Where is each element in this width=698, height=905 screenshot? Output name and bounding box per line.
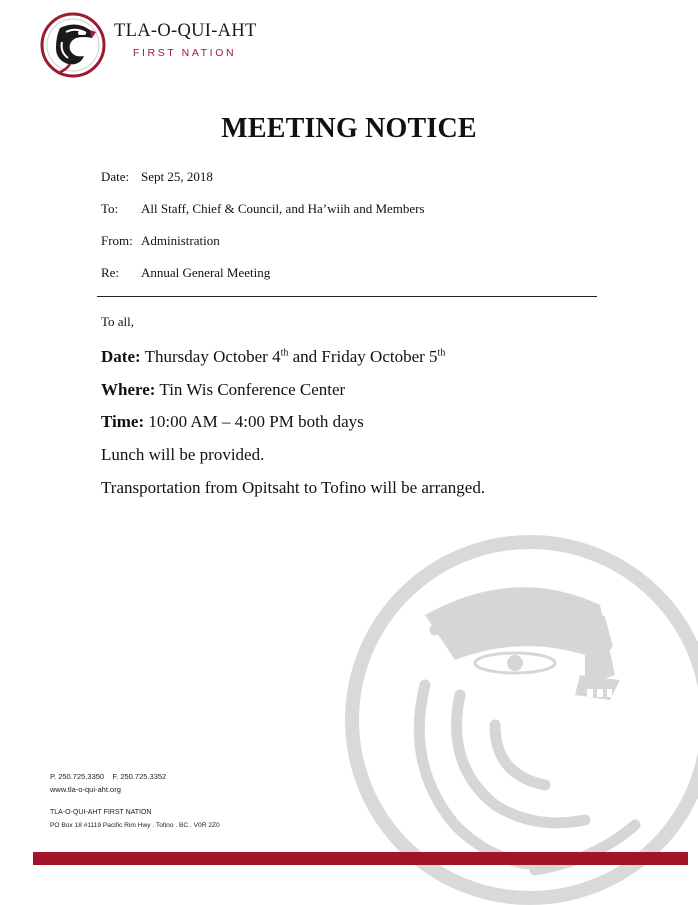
detail-where — [101, 380, 345, 400]
memo-re-row — [101, 265, 270, 281]
detail-lunch: Lunch will be provided. — [101, 445, 265, 464]
serpent-watermark-icon — [345, 535, 698, 905]
footer-phone-fax: P. 250.725.3350 F. 250.725.3352 — [50, 772, 167, 781]
memo-from-row — [101, 233, 220, 249]
footer-bar — [33, 852, 688, 865]
memo-from-label: From: — [101, 233, 133, 248]
memo-date-label: Date: — [101, 169, 130, 184]
detail-date-sup2: th — [437, 347, 446, 359]
memo-re-label: Re: — [101, 265, 120, 280]
detail-time-value: 10:00 AM – 4:00 PM both days — [148, 412, 364, 431]
org-logo — [40, 12, 280, 76]
detail-date-sup1: th — [280, 347, 289, 359]
org-name: TLA-O-QUI-AHT — [114, 21, 257, 41]
greeting: To all, — [101, 314, 135, 329]
detail-time-label: Time: — [101, 412, 145, 431]
memo-date-value: Sept 25, 2018 — [141, 169, 213, 184]
footer-address: PO Box 18 #1119 Pacific Rim Hwy . Tofino . BC . V0R 2Z0 — [50, 822, 220, 829]
footer-website[interactable]: www.tla-o-qui-aht.org — [50, 785, 121, 794]
detail-date-part2: and Friday October 5 — [288, 347, 438, 366]
detail-transport: Transportation from Opitsaht to Tofino will be arranged. — [101, 478, 486, 497]
detail-time — [101, 412, 364, 432]
detail-date-part1: Thursday October 4 — [144, 347, 281, 366]
memo-re-value: Annual General Meeting — [141, 265, 271, 280]
memo-to-label: To: — [101, 201, 119, 216]
footer-org-name: TLA-O-QUI-AHT FIRST NATION — [50, 809, 152, 816]
detail-where-label: Where: — [101, 380, 156, 399]
serpent-logo-icon — [40, 12, 106, 78]
org-subtitle: FIRST NATION — [133, 47, 237, 59]
detail-date — [101, 347, 445, 367]
detail-date-label: Date: — [101, 347, 141, 366]
page-title: MEETING NOTICE — [221, 113, 477, 144]
detail-where-value: Tin Wis Conference Center — [159, 380, 346, 399]
divider — [97, 296, 597, 297]
memo-to-value: All Staff, Chief & Council, and Ha’wiih and Members — [141, 201, 425, 216]
memo-to-row — [101, 201, 425, 217]
memo-from-value: Administration — [141, 233, 220, 248]
memo-date-row — [101, 169, 213, 185]
